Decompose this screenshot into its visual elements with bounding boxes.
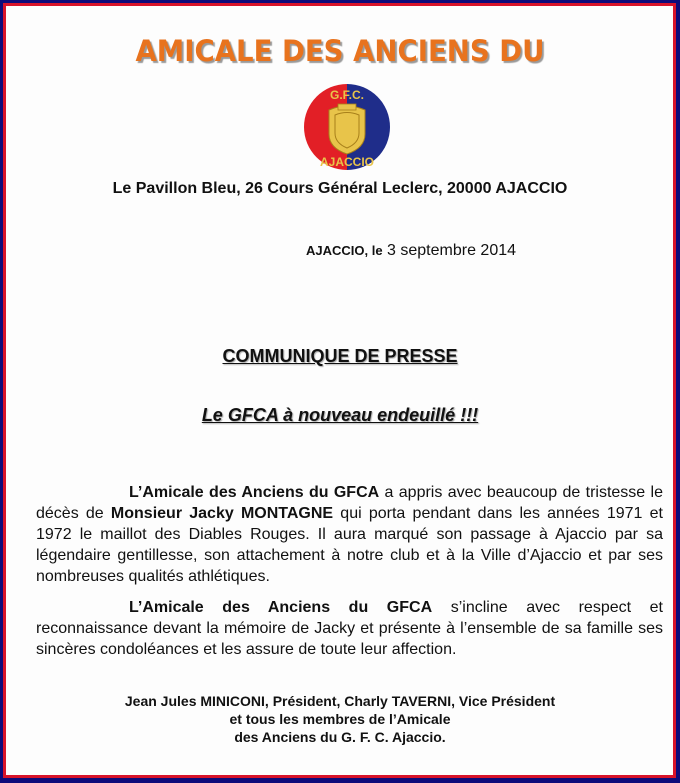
dateline-date: 3 septembre 2014 xyxy=(387,242,517,259)
press-release-heading: COMMUNIQUE DE PRESSE xyxy=(222,346,458,366)
gfc-ajaccio-crest-icon xyxy=(302,82,392,172)
logo-bottom-text: AJACCIO xyxy=(319,155,375,169)
body-paragraph-1 xyxy=(36,482,663,587)
p1-text-1: a appris avec beaucoup de tristesse le décès de xyxy=(36,484,664,522)
shield-emblem xyxy=(329,106,365,154)
signature-line-1: Jean Jules MINICONI, Président, Charly TAVERNI, Vice Président xyxy=(124,693,556,709)
p1-bold-2: Monsieur Jacky MONTAGNE xyxy=(110,505,334,522)
logo-top-text: G.F.C. xyxy=(329,88,365,102)
signature-line-3: des Anciens du G. F. C. Ajaccio. xyxy=(234,729,446,745)
body-paragraph-2 xyxy=(36,597,663,660)
address: Le Pavillon Bleu, 26 Cours Général Leclerc, 20000 AJACCIO xyxy=(112,180,568,197)
signature-block xyxy=(0,692,680,746)
p1-bold-1: L’Amicale des Anciens du GFCA xyxy=(129,484,380,501)
signature-line-2: et tous les membres de l’Amicale xyxy=(229,711,451,727)
org-title: AMICALE DES ANCIENS DU xyxy=(135,34,545,68)
p2-text-1: s’incline avec respect et reconnaissance devant la mémoire de Jacky et présente à l’ensemble de sa famille ses sincères condoléances et les assure de toute leur affection. xyxy=(36,599,663,658)
p1-text-2: qui porta pendant dans les années 1971 et 1972 le maillot des Diables Rouges. Il aura marqué son passage à Ajaccio par sa légendaire gentillesse, son attachement à notre club et à la Ville d’Ajaccio et par ses nombreuses qualités athlétiques. xyxy=(36,505,664,585)
dateline-place: AJACCIO, le xyxy=(306,243,383,258)
press-release-subheading: Le GFCA à nouveau endeuillé !!! xyxy=(201,405,479,425)
dateline xyxy=(306,242,516,260)
p2-bold-1: L’Amicale des Anciens du GFCA xyxy=(129,599,433,616)
